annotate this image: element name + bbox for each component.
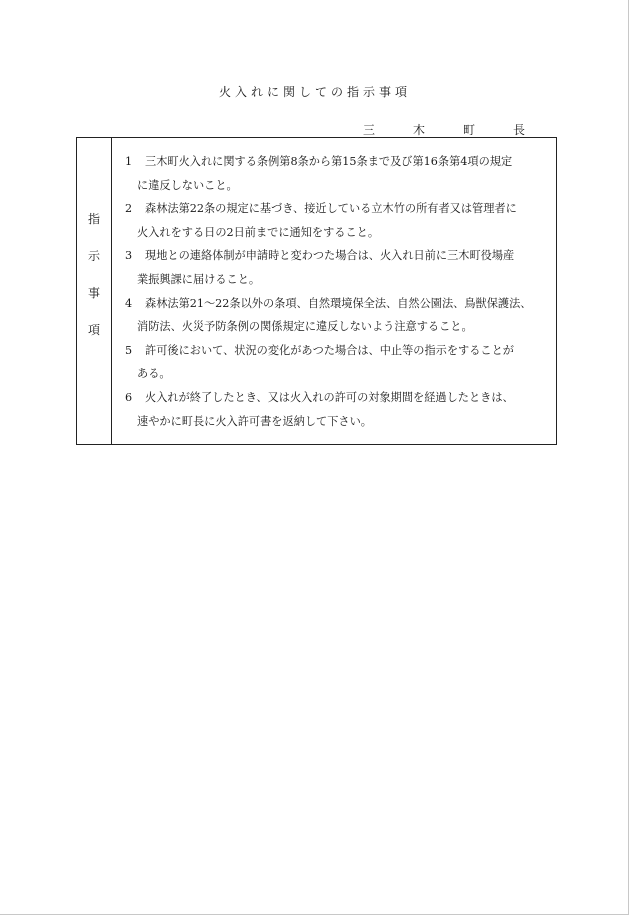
instruction-item [125,150,544,197]
instruction-item [125,292,544,339]
label-char: 指 [87,212,100,226]
instruction-item [125,197,544,244]
item-text-line: 現地との連絡体制が申請時と変わつた場合は、火入れ日前に三木町役場産 [145,249,515,263]
issuer-name: 三 木 町 長 [362,123,538,137]
item-text-line: 三木町火入れに関する条例第8条から第15条まで及び第16条第4項の規定 [145,155,513,168]
item-number: 4 [125,296,133,310]
item-number: 1 [125,155,133,168]
label-char: 事 [87,286,100,300]
item-number: 3 [125,249,133,263]
label-char: 項 [87,323,100,337]
item-number: 2 [125,202,133,216]
item-text-line: 許可後において、状況の変化があつた場合は、中止等の指示をすることが [145,343,514,357]
instruction-item [125,339,544,386]
item-text-line: 火入れが終了したとき、又は火入れの許可の対象期間を経過したときは、 [145,390,514,404]
instructions-list [112,138,556,444]
item-text-line: 火入れをする日の2日前までに通知をすること。 [137,225,380,239]
item-text-line: 消防法、火災予防条例の関係規定に違反しないよう注意すること。 [137,320,473,334]
instruction-item [125,244,544,291]
item-text-line: ある。 [137,367,171,381]
instruction-item [125,386,544,433]
item-text-line: 速やかに町長に火入許可書を返納して下さい。 [137,414,372,428]
item-text-line: に違反しないこと。 [137,178,238,192]
document-title: 火入れに関しての指示事項 [218,85,411,99]
item-number: 6 [125,390,133,404]
item-text-line: 業振興課に届けること。 [137,272,261,286]
label-char: 示 [87,249,100,263]
instructions-label-column [77,138,112,444]
item-text-line: 森林法第22条の規定に基づき、接近している立木竹の所有者又は管理者に [145,202,517,216]
item-number: 5 [125,343,133,357]
instructions-table [76,137,557,445]
item-text-line: 森林法第21～22条以外の条項、自然環境保全法、自然公園法、鳥獣保護法、 [145,296,532,310]
